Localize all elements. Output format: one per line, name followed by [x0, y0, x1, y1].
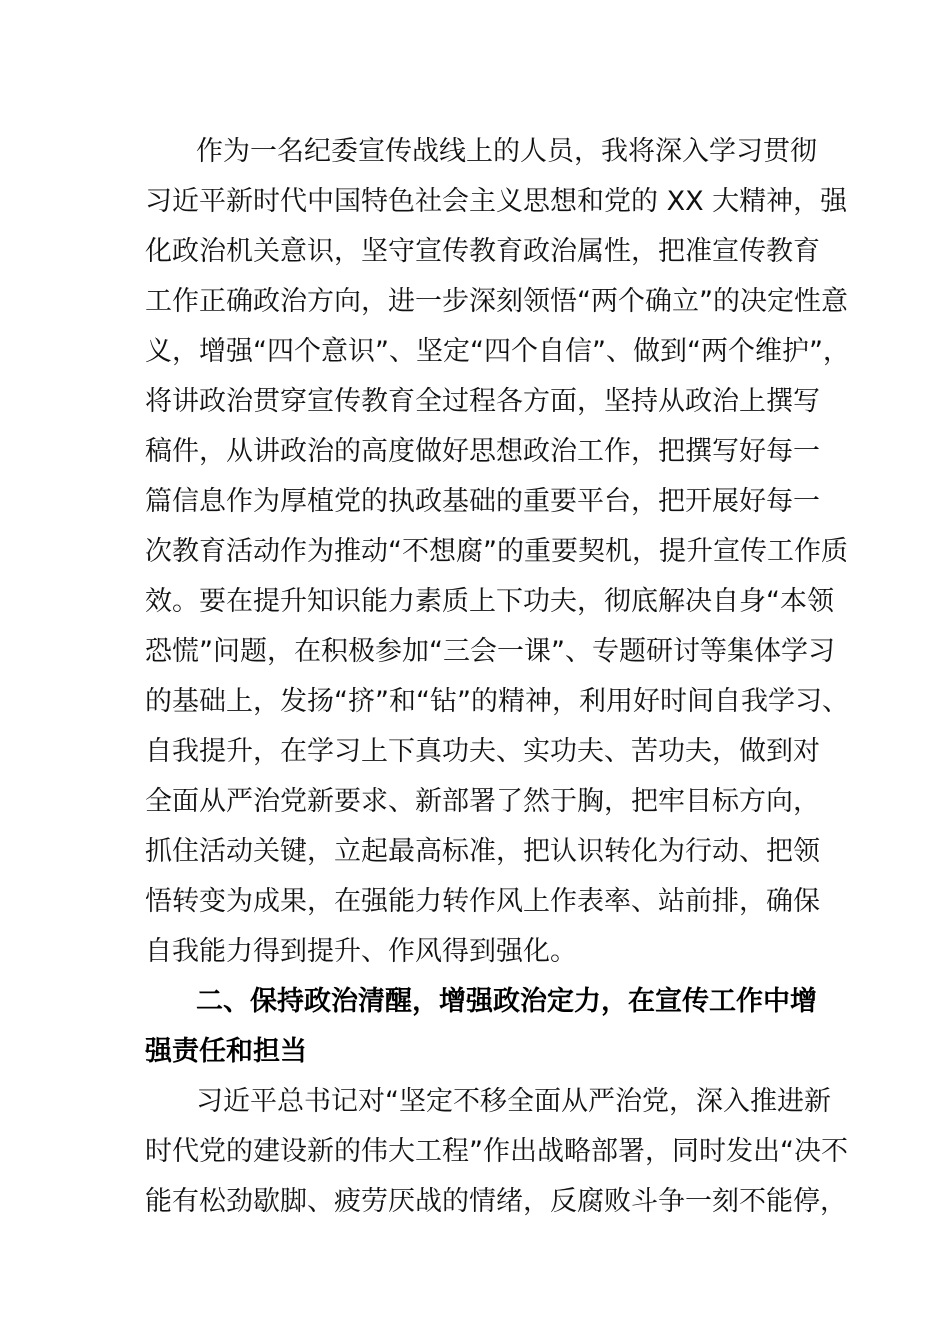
paragraph-line: 习近平总书记对“坚定不移全面从严治党，深入推进新: [196, 1086, 831, 1117]
paragraph-line: 义，增强“四个意识”、坚定“四个自信”、做到“两个维护”，: [145, 336, 850, 367]
heading-line: 强责任和担当: [145, 1036, 307, 1067]
paragraph-line: 化政治机关意识，坚守宣传教育政治属性，把准宣传教育: [145, 236, 820, 267]
paragraph-line: 自我提升，在学习上下真功夫、实功夫、苦功夫，做到对: [145, 736, 820, 767]
paragraph-line: 将讲政治贯穿宣传教育全过程各方面，坚持从政治上撰写: [145, 386, 820, 417]
paragraph-line: 能有松劲歇脚、疲劳厌战的情绪，反腐败斗争一刻不能停，: [145, 1186, 847, 1217]
paragraph-line: 时代党的建设新的伟大工程”作出战略部署，同时发出“决不: [145, 1136, 848, 1167]
paragraph-line: 工作正确政治方向，进一步深刻领悟“两个确立”的决定性意: [145, 286, 848, 317]
paragraph-line: 的基础上，发扬“挤”和“钻”的精神，利用好时间自我学习、: [145, 686, 849, 717]
paragraph-line: 习近平新时代中国特色社会主义思想和党的 XX 大精神，强: [145, 186, 848, 217]
paragraph-line: 效。要在提升知识能力素质上下功夫，彻底解决自身“本领: [145, 586, 834, 617]
paragraph-line: 次教育活动作为推动“不想腐”的重要契机，提升宣传工作质: [145, 536, 848, 567]
paragraph-line: 全面从严治党新要求、新部署了然于胸，把牢目标方向，: [145, 786, 820, 817]
paragraph-line: 作为一名纪委宣传战线上的人员，我将深入学习贯彻: [196, 136, 817, 167]
paragraph-line: 自我能力得到提升、作风得到强化。: [145, 936, 577, 967]
paragraph-line: 稿件，从讲政治的高度做好思想政治工作，把撰写好每一: [145, 436, 820, 467]
paragraph-line: 悟转变为成果，在强能力转作风上作表率、站前排，确保: [145, 886, 820, 917]
paragraph-line: 恐慌”问题，在积极参加“三会一课”、专题研讨等集体学习: [145, 636, 835, 667]
paragraph-line: 抓住活动关键，立起最高标准，把认识转化为行动、把领: [145, 836, 820, 867]
paragraph-line: 篇信息作为厚植党的执政基础的重要平台，把开展好每一: [145, 486, 820, 517]
heading-line: 二、保持政治清醒，增强政治定力，在宣传工作中增: [196, 986, 817, 1017]
